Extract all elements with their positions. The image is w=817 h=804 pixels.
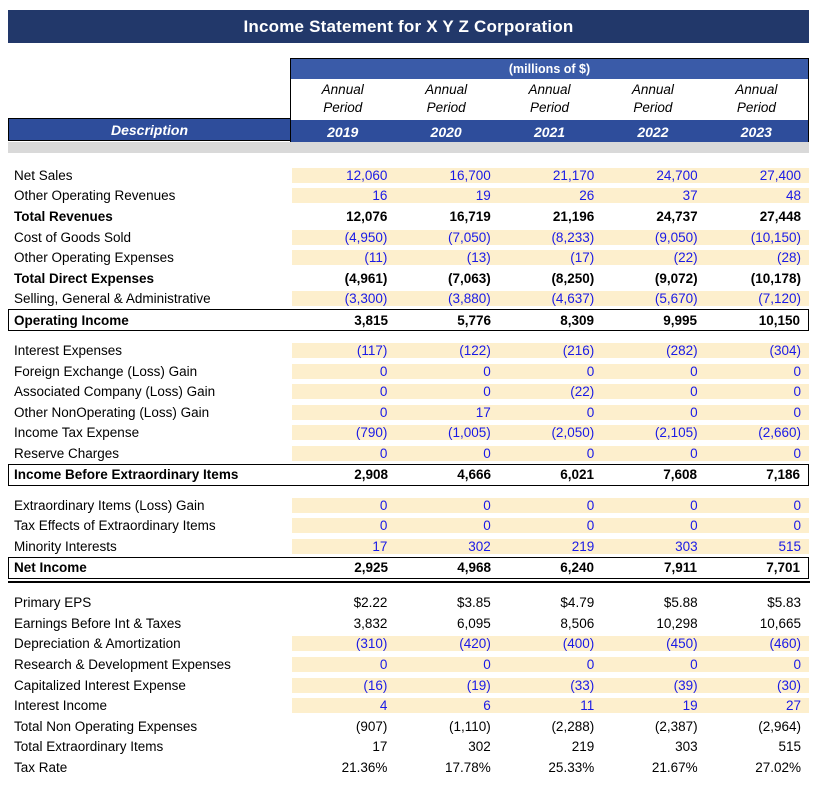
statement-row [8, 165, 809, 186]
row-label: Income Tax Expense [14, 425, 140, 441]
value-cell-2023: 0 [793, 363, 802, 379]
row-values [292, 425, 809, 440]
value-cell-2019: $2.22 [353, 595, 388, 611]
row-values [292, 518, 809, 533]
value-cell-2021: (17) [570, 250, 595, 266]
value-cell-2019: 3,815 [354, 312, 388, 328]
value-cell-2021: 0 [586, 518, 595, 534]
value-cell-2023: 515 [778, 538, 802, 554]
row-label: Primary EPS [14, 595, 92, 611]
value-cell-2023: 27,448 [759, 208, 802, 224]
period-line-1: Annual [425, 82, 468, 97]
value-cell-2023: (30) [777, 677, 802, 693]
value-cell-2021: 0 [586, 497, 595, 513]
period-line-2: Period [426, 100, 466, 115]
value-cell-2021: (2,050) [551, 425, 595, 441]
row-values [292, 636, 809, 651]
value-cell-2022: 21.67% [651, 760, 698, 776]
value-cell-2019: 16 [372, 188, 388, 204]
row-label: Other Operating Expenses [14, 250, 174, 266]
value-cell-2020: (1,110) [449, 718, 491, 734]
value-cell-2022: 0 [690, 404, 698, 420]
value-cell-2020: (19) [466, 677, 491, 693]
value-cell-2021: (400) [562, 636, 595, 652]
row-values [292, 291, 809, 306]
value-cell-2021: $4.79 [560, 595, 595, 611]
year-header-2023: 2023 [740, 123, 772, 140]
year-header-2019: 2019 [327, 123, 359, 140]
value-cell-2022: (39) [673, 677, 698, 693]
value-cell-2021: (8,250) [551, 270, 595, 286]
value-cell-2019: (310) [355, 636, 388, 652]
value-cell-2021: 6,240 [560, 560, 594, 575]
value-cell-2019: (16) [363, 677, 388, 693]
row-values [292, 384, 809, 399]
value-cell-2019: (4,950) [344, 229, 388, 245]
value-cell-2021: 6,021 [560, 467, 594, 483]
row-label: Research & Development Expenses [14, 657, 231, 673]
value-cell-2020: 302 [468, 538, 491, 554]
units-label: (millions of $) [291, 59, 808, 79]
value-cell-2019: (4,961) [344, 270, 388, 286]
statement-row [8, 361, 809, 382]
row-values [292, 364, 809, 379]
value-cell-2022: 303 [675, 538, 698, 554]
value-cell-2023: 0 [793, 404, 802, 420]
value-cell-2019: 0 [379, 657, 388, 673]
row-values [292, 719, 809, 734]
row-label: Associated Company (Loss) Gain [14, 384, 216, 400]
period-line-2: Period [633, 100, 673, 115]
period-header-cell [705, 79, 808, 120]
statement-row [8, 443, 809, 464]
value-cell-2021: 8,309 [560, 312, 594, 328]
value-cell-2022: 303 [675, 739, 698, 755]
row-label: Tax Effects of Extraordinary Items [14, 518, 216, 534]
value-cell-2022: (2,387) [654, 718, 698, 734]
row-values [292, 539, 809, 554]
value-cell-2022: $5.88 [663, 595, 698, 611]
row-label: Interest Income [14, 698, 108, 714]
period-line-1: Annual [321, 82, 364, 97]
section-spacer [8, 331, 809, 340]
year-header-2020: 2020 [430, 123, 462, 140]
row-label: Tax Rate [14, 760, 68, 776]
value-cell-2020: (13) [466, 250, 491, 266]
value-cell-2020: 0 [483, 497, 491, 513]
value-cell-2023: 0 [793, 384, 802, 400]
value-cell-2022: 0 [690, 445, 698, 461]
value-cell-2019: 2,925 [354, 560, 388, 575]
value-cell-2019: 17 [372, 538, 388, 554]
value-cell-2023: (10,150) [750, 229, 802, 245]
value-cell-2019: 12,076 [346, 208, 388, 224]
value-cell-2022: (282) [666, 342, 698, 358]
statement-row [8, 695, 809, 716]
value-cell-2022: 0 [690, 657, 698, 673]
value-cell-2023: 10,665 [759, 615, 802, 631]
statement-body [8, 165, 809, 778]
row-label: Capitalized Interest Expense [14, 677, 186, 693]
year-header-row [291, 120, 808, 143]
row-label: Extraordinary Items (Loss) Gain [14, 497, 205, 513]
statement-row [8, 634, 809, 655]
value-cell-2023: (2,964) [758, 718, 802, 734]
value-cell-2020: 6 [483, 698, 491, 714]
value-cell-2022: (5,670) [654, 291, 698, 307]
value-cell-2021: 0 [586, 404, 595, 420]
row-label: Earnings Before Int & Taxes [14, 615, 182, 631]
row-label: Cost of Goods Sold [14, 229, 132, 245]
row-values [292, 343, 809, 358]
value-cell-2022: (2,105) [654, 425, 698, 441]
value-cell-2021: 11 [580, 698, 595, 714]
statement-row [8, 402, 809, 423]
statement-row [8, 675, 809, 696]
period-header-cell [601, 79, 704, 120]
value-cell-2020: 16,719 [449, 208, 491, 224]
year-header-2022: 2022 [637, 123, 669, 140]
value-cell-2022: 0 [690, 363, 698, 379]
row-values [292, 250, 809, 265]
row-values [292, 405, 809, 420]
value-cell-2020: 0 [483, 518, 491, 534]
value-cell-2020: 4,968 [457, 560, 491, 575]
value-cell-2023: 27.02% [755, 760, 802, 776]
year-header-2021: 2021 [533, 123, 566, 140]
value-cell-2020: 0 [483, 445, 491, 461]
row-label: Other Operating Revenues [14, 188, 176, 204]
row-values [293, 560, 808, 575]
period-header-cell [291, 79, 394, 120]
row-values [292, 616, 809, 631]
value-cell-2020: 4,666 [457, 467, 491, 483]
value-cell-2019: (907) [355, 718, 388, 734]
statement-row [8, 654, 809, 675]
value-cell-2023: (10,178) [750, 270, 802, 286]
description-header: Description [8, 118, 291, 141]
row-values [292, 168, 809, 183]
value-cell-2019: 0 [379, 384, 388, 400]
row-values [293, 313, 808, 328]
value-cell-2023: (28) [777, 250, 802, 266]
row-values [292, 739, 809, 754]
value-cell-2019: 0 [379, 518, 388, 534]
statement-row [8, 613, 809, 634]
value-cell-2020: 6,095 [457, 615, 491, 631]
value-cell-2019: 0 [379, 404, 388, 420]
period-line-1: Annual [528, 82, 571, 97]
value-cell-2022: 7,911 [663, 560, 697, 575]
value-cell-2021: 219 [571, 739, 595, 755]
value-cell-2021: (2,288) [551, 718, 595, 734]
statement-row [8, 227, 809, 248]
value-cell-2021: (22) [570, 384, 595, 400]
period-line-2: Period [530, 100, 570, 115]
row-label: Total Extraordinary Items [14, 739, 164, 755]
value-cell-2019: 0 [379, 363, 388, 379]
value-cell-2022: 0 [690, 518, 698, 534]
period-line-1: Annual [631, 82, 674, 97]
statement-row [8, 593, 809, 614]
value-cell-2023: 48 [786, 188, 802, 204]
row-values [292, 760, 809, 775]
value-cell-2021: 26 [579, 188, 595, 204]
row-values [293, 467, 808, 482]
row-label: Foreign Exchange (Loss) Gain [14, 363, 198, 379]
value-cell-2019: 4 [379, 698, 388, 714]
row-values [292, 230, 809, 245]
value-cell-2020: 0 [483, 363, 491, 379]
row-values [292, 657, 809, 672]
value-cell-2023: 7,701 [766, 560, 800, 575]
statement-row [8, 309, 809, 331]
value-cell-2019: (3,300) [344, 291, 388, 307]
value-cell-2020: 302 [468, 739, 491, 755]
statement-row [8, 557, 809, 579]
value-cell-2021: 0 [586, 363, 595, 379]
period-header-cell [498, 79, 601, 120]
value-cell-2022: (9,050) [654, 229, 698, 245]
statement-row [8, 186, 809, 207]
statement-row [8, 536, 809, 557]
value-cell-2023: 515 [778, 739, 802, 755]
value-cell-2020: (3,880) [448, 291, 491, 307]
statement-row [8, 381, 809, 402]
value-cell-2019: (11) [364, 250, 388, 266]
value-cell-2023: 7,186 [766, 467, 800, 483]
statement-row [8, 737, 809, 758]
value-cell-2023: 10,150 [758, 312, 800, 328]
value-cell-2022: 0 [690, 497, 698, 513]
value-cell-2019: 0 [379, 497, 388, 513]
value-cell-2022: (450) [666, 636, 698, 652]
value-cell-2021: 219 [571, 538, 595, 554]
value-cell-2021: (33) [570, 677, 595, 693]
value-cell-2021: 21,196 [552, 208, 595, 224]
row-label: Total Non Operating Expenses [14, 718, 198, 734]
period-header-row [291, 79, 808, 120]
statement-row [8, 206, 809, 227]
value-cell-2019: (790) [355, 425, 388, 441]
page-title: Income Statement for X Y Z Corporation [8, 10, 809, 43]
row-values [292, 446, 809, 461]
value-cell-2019: (117) [356, 342, 388, 358]
value-cell-2021: 0 [586, 657, 595, 673]
statement-row [8, 716, 809, 737]
value-cell-2023: $5.83 [767, 595, 802, 611]
value-cell-2020: $3.85 [457, 595, 491, 611]
row-values [292, 498, 809, 513]
value-cell-2019: 12,060 [346, 167, 388, 183]
statement-row [8, 289, 809, 310]
period-line-2: Period [736, 100, 776, 115]
period-line-2: Period [323, 100, 363, 115]
statement-row [8, 247, 809, 268]
row-label: Total Direct Expenses [14, 270, 155, 286]
value-cell-2020: 0 [483, 657, 491, 673]
value-cell-2023: 0 [793, 445, 802, 461]
value-cell-2021: (216) [562, 342, 595, 358]
value-cell-2019: 3,832 [353, 615, 388, 631]
statement-row [8, 495, 809, 516]
row-values [292, 678, 809, 693]
value-cell-2020: (1,005) [448, 425, 491, 441]
value-cell-2022: (9,072) [654, 270, 698, 286]
row-label: Operating Income [14, 312, 129, 328]
value-cell-2020: (122) [459, 342, 491, 358]
statement-row [8, 268, 809, 289]
value-cell-2023: 0 [793, 497, 802, 513]
row-values [292, 209, 809, 224]
row-label: Net Sales [14, 167, 73, 183]
value-cell-2022: 37 [682, 188, 698, 204]
value-cell-2020: (7,063) [448, 270, 491, 286]
value-cell-2022: 0 [690, 384, 698, 400]
value-cell-2020: 19 [475, 188, 491, 204]
row-label: Minority Interests [14, 538, 117, 554]
statement-row [8, 340, 809, 361]
value-cell-2021: 21,170 [552, 167, 595, 183]
value-cell-2019: 17 [372, 739, 388, 755]
value-cell-2023: 0 [793, 657, 802, 673]
header-divider-band [8, 142, 809, 153]
value-cell-2020: (7,050) [448, 229, 491, 245]
row-label: Selling, General & Administrative [14, 291, 211, 307]
value-cell-2023: 27,400 [759, 167, 802, 183]
value-cell-2020: 17 [475, 404, 491, 420]
value-cell-2023: (7,120) [758, 291, 802, 307]
value-cell-2022: 19 [682, 698, 698, 714]
row-values [292, 595, 809, 610]
value-cell-2020: 5,776 [457, 312, 491, 328]
statement-row [8, 515, 809, 536]
value-cell-2023: (460) [769, 636, 802, 652]
value-cell-2022: 24,700 [656, 167, 698, 183]
value-cell-2022: 9,995 [663, 312, 697, 328]
row-label: Interest Expenses [14, 342, 123, 358]
value-cell-2021: 0 [586, 445, 595, 461]
value-cell-2020: 0 [483, 384, 491, 400]
row-values [292, 271, 809, 286]
value-cell-2023: 27 [786, 698, 802, 714]
row-label: Reserve Charges [14, 445, 120, 461]
section-spacer [8, 486, 809, 495]
row-values [292, 698, 809, 713]
value-cell-2019: 2,908 [354, 467, 388, 483]
value-cell-2022: 10,298 [656, 615, 698, 631]
column-header-block [290, 58, 809, 144]
value-cell-2022: 7,608 [663, 467, 697, 483]
value-cell-2019: 0 [379, 445, 388, 461]
row-label: Net Income [14, 560, 87, 575]
value-cell-2021: 8,506 [560, 615, 595, 631]
row-label: Depreciation & Amortization [14, 636, 181, 652]
value-cell-2021: (4,637) [551, 291, 595, 307]
value-cell-2020: 17.78% [445, 760, 491, 776]
row-label: Other NonOperating (Loss) Gain [14, 404, 210, 420]
value-cell-2023: (304) [769, 342, 802, 358]
row-label: Total Revenues [14, 208, 113, 224]
value-cell-2023: 0 [793, 518, 802, 534]
period-header-cell [394, 79, 497, 120]
statement-row [8, 423, 809, 444]
value-cell-2022: 24,737 [656, 208, 698, 224]
period-line-1: Annual [735, 82, 778, 97]
value-cell-2020: (420) [459, 636, 491, 652]
value-cell-2019: 21.36% [341, 760, 388, 776]
row-label: Income Before Extraordinary Items [14, 467, 239, 483]
value-cell-2020: 16,700 [449, 167, 491, 183]
statement-row [8, 757, 809, 778]
value-cell-2023: (2,660) [758, 425, 802, 441]
value-cell-2021: 25.33% [548, 760, 595, 776]
row-values [292, 188, 809, 203]
value-cell-2021: (8,233) [551, 229, 595, 245]
value-cell-2022: (22) [673, 250, 698, 266]
statement-row [8, 464, 809, 486]
